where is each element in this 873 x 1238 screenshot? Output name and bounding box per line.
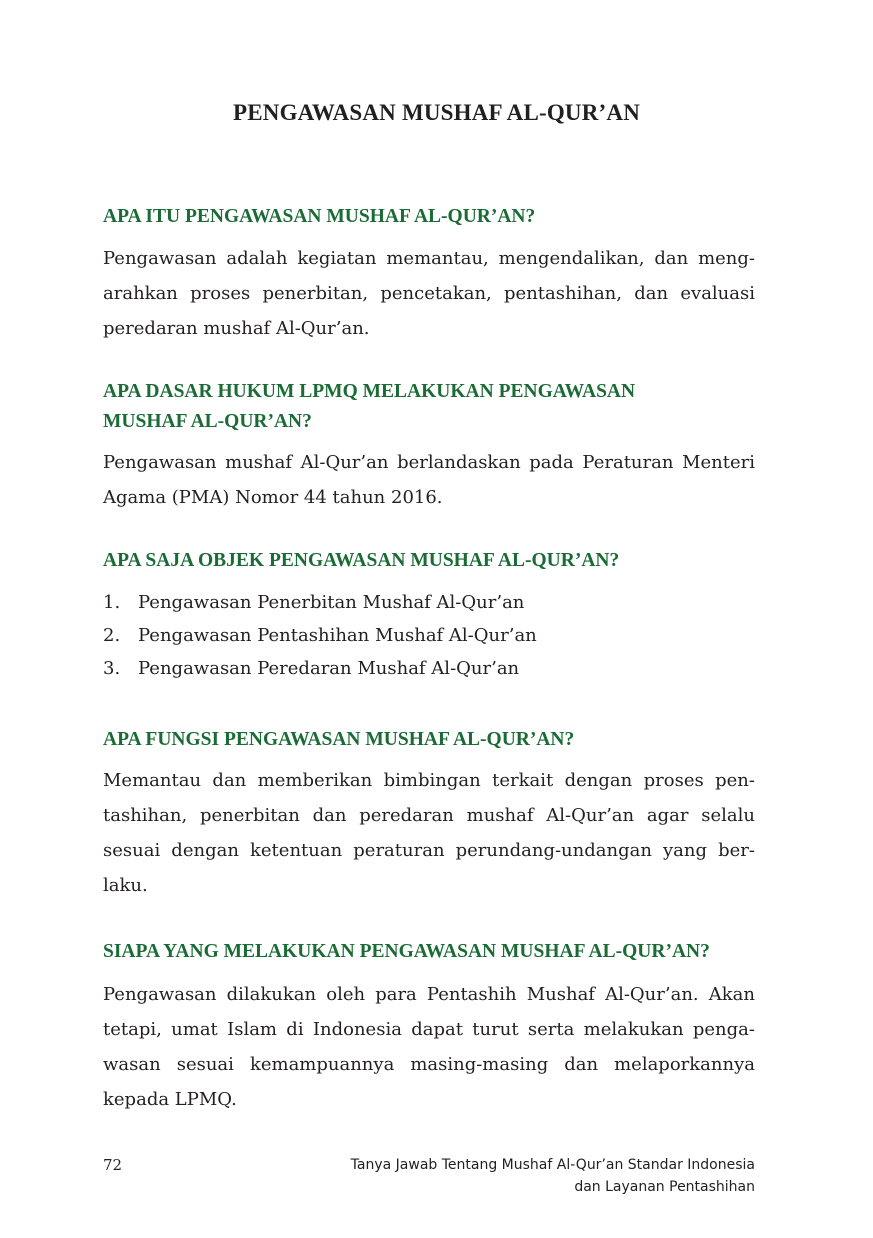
list-item xyxy=(103,619,537,652)
objects-list xyxy=(103,586,537,685)
footer-line: dan Layanan Pentashihan xyxy=(574,1179,755,1195)
running-footer xyxy=(275,1154,755,1198)
question-heading: APA SAJA OBJEK PENGAWASAN MUSHAF AL-QUR’AN? xyxy=(103,550,620,571)
list-item xyxy=(103,652,537,685)
page-title: PENGAWASAN MUSHAF AL-QUR’AN xyxy=(232,100,641,125)
question-heading: APA FUNGSI PENGAWASAN MUSHAF AL-QUR’AN? xyxy=(103,729,575,750)
list-text: Pengawasan Peredaran Mushaf Al-Qur’an xyxy=(138,658,520,679)
list-number: 2. xyxy=(103,625,121,646)
question-heading: APA DASAR HUKUM LPMQ MELAKUKAN PENGAWASAN MUSHAF AL-QUR’AN? xyxy=(103,381,636,432)
answer-paragraph: Memantau dan memberikan bimbingan terkait dengan proses pentashihan, penerbitan dan peredaran mushaf Al-Qur’an agar selalu sesuai dengan ketentuan peraturan perundang-undangan yang berlaku. xyxy=(103,770,755,896)
footer-line: Tanya Jawab Tentang Mushaf Al-Qur’an Standar Indonesia xyxy=(350,1157,755,1173)
answer-paragraph: Pengawasan adalah kegiatan memantau, mengendalikan, dan mengarahkan proses penerbitan, pencetakan, pentashihan, dan evaluasi peredaran mushaf Al-Qur’an. xyxy=(103,248,755,339)
question-heading: APA ITU PENGAWASAN MUSHAF AL-QUR’AN? xyxy=(103,206,536,227)
page-number: 72 xyxy=(103,1156,123,1174)
list-number: 1. xyxy=(103,592,121,613)
list-number: 3. xyxy=(103,658,121,679)
answer-paragraph: Pengawasan dilakukan oleh para Pentashih Mushaf Al-Qur’an. Akan tetapi, umat Islam di Indonesia dapat turut serta melakukan pengawasan sesuai kemampuannya masing-masing dan melaporkannya kepada LPMQ. xyxy=(103,984,755,1110)
list-item xyxy=(103,586,537,619)
question-heading: SIAPA YANG MELAKUKAN PENGAWASAN MUSHAF AL-QUR’AN? xyxy=(103,941,710,962)
answer-paragraph: Pengawasan mushaf Al-Qur’an berlandaskan pada Peraturan Menteri Agama (PMA) Nomor 44 tahun 2016. xyxy=(103,452,755,508)
list-text: Pengawasan Pentashihan Mushaf Al-Qur’an xyxy=(138,625,537,646)
list-text: Pengawasan Penerbitan Mushaf Al-Qur’an xyxy=(138,592,525,613)
